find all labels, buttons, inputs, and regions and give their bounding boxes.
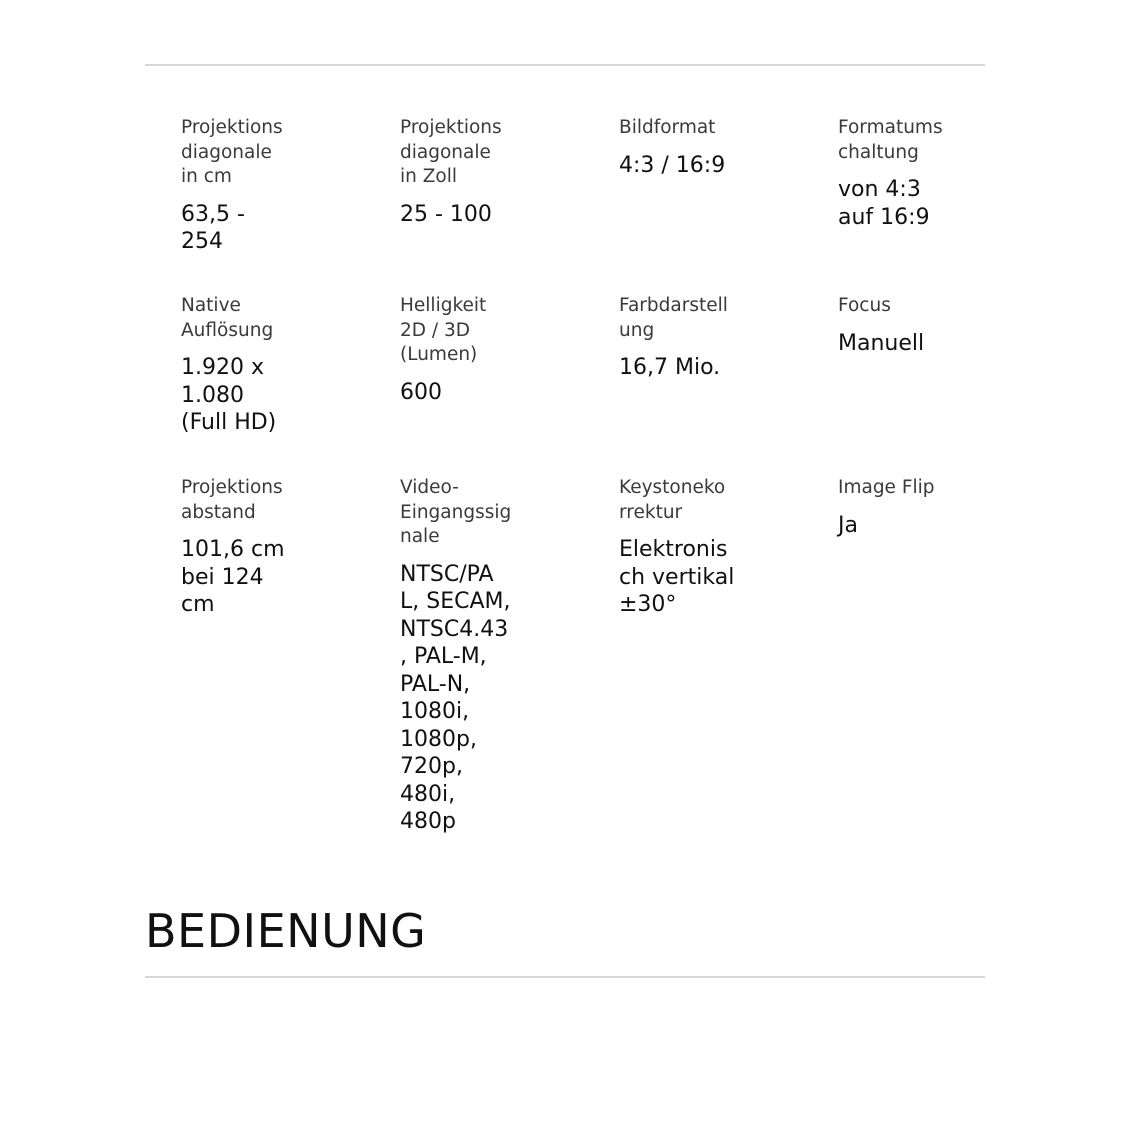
- spec-value: Elektronis ch vertikal ±30°: [619, 537, 735, 617]
- spec-value: 25 - 100: [400, 201, 492, 227]
- spec-value: NTSC/PA L, SECAM, NTSC4.43 , PAL-M, PAL-N, 1080i, 1080p, 720p, 480i, 480p: [400, 561, 511, 834]
- spec-label: Helligkeit 2D / 3D (Lumen): [400, 295, 487, 365]
- spec-value: von 4:3 auf 16:9: [838, 177, 930, 230]
- spec-item-image-format: [619, 116, 747, 179]
- spec-value: 63,5 - 254: [181, 201, 245, 254]
- spec-item-keystone-correction: [619, 476, 747, 619]
- spec-label: Projektions abstand: [181, 477, 283, 523]
- spec-value: Ja: [838, 512, 858, 538]
- spec-value: Manuell: [838, 330, 925, 356]
- spec-label: Bildformat: [619, 117, 716, 138]
- spec-item-format-switching: [838, 116, 966, 231]
- spec-item-color-depth: [619, 294, 747, 382]
- spec-item-focus: [838, 294, 966, 357]
- spec-item-projection-distance: [181, 476, 309, 619]
- spec-value: 1.920 x 1.080 (Full HD): [181, 355, 277, 435]
- spec-item-video-inputs: [400, 476, 528, 836]
- spec-label: Video- Eingangssig nale: [400, 477, 512, 547]
- spec-label: Native Auflösung: [181, 295, 274, 341]
- spec-value: 600: [400, 379, 442, 405]
- spec-value: 101,6 cm bei 124 cm: [181, 537, 285, 617]
- spec-label: Projektions diagonale in cm: [181, 117, 283, 187]
- spec-label: Keystoneko rrektur: [619, 477, 726, 523]
- spec-item-projection-diagonal-cm: [181, 116, 309, 256]
- spec-item-brightness: [400, 294, 528, 406]
- spec-label: Projektions diagonale in Zoll: [400, 117, 502, 187]
- spec-label: Image Flip: [838, 477, 935, 498]
- spec-item-projection-diagonal-inch: [400, 116, 528, 228]
- section-heading: BEDIENUNG: [145, 904, 427, 958]
- spec-value: 4:3 / 16:9: [619, 152, 726, 178]
- spec-label: Farbdarstell ung: [619, 295, 728, 341]
- spec-value: 16,7 Mio.: [619, 355, 721, 380]
- spec-item-image-flip: [838, 476, 966, 539]
- spec-label: Formatums chaltung: [838, 117, 943, 163]
- bottom-divider: [145, 976, 985, 978]
- top-divider: [145, 64, 985, 66]
- spec-label: Focus: [838, 295, 891, 316]
- spec-item-native-resolution: [181, 294, 309, 437]
